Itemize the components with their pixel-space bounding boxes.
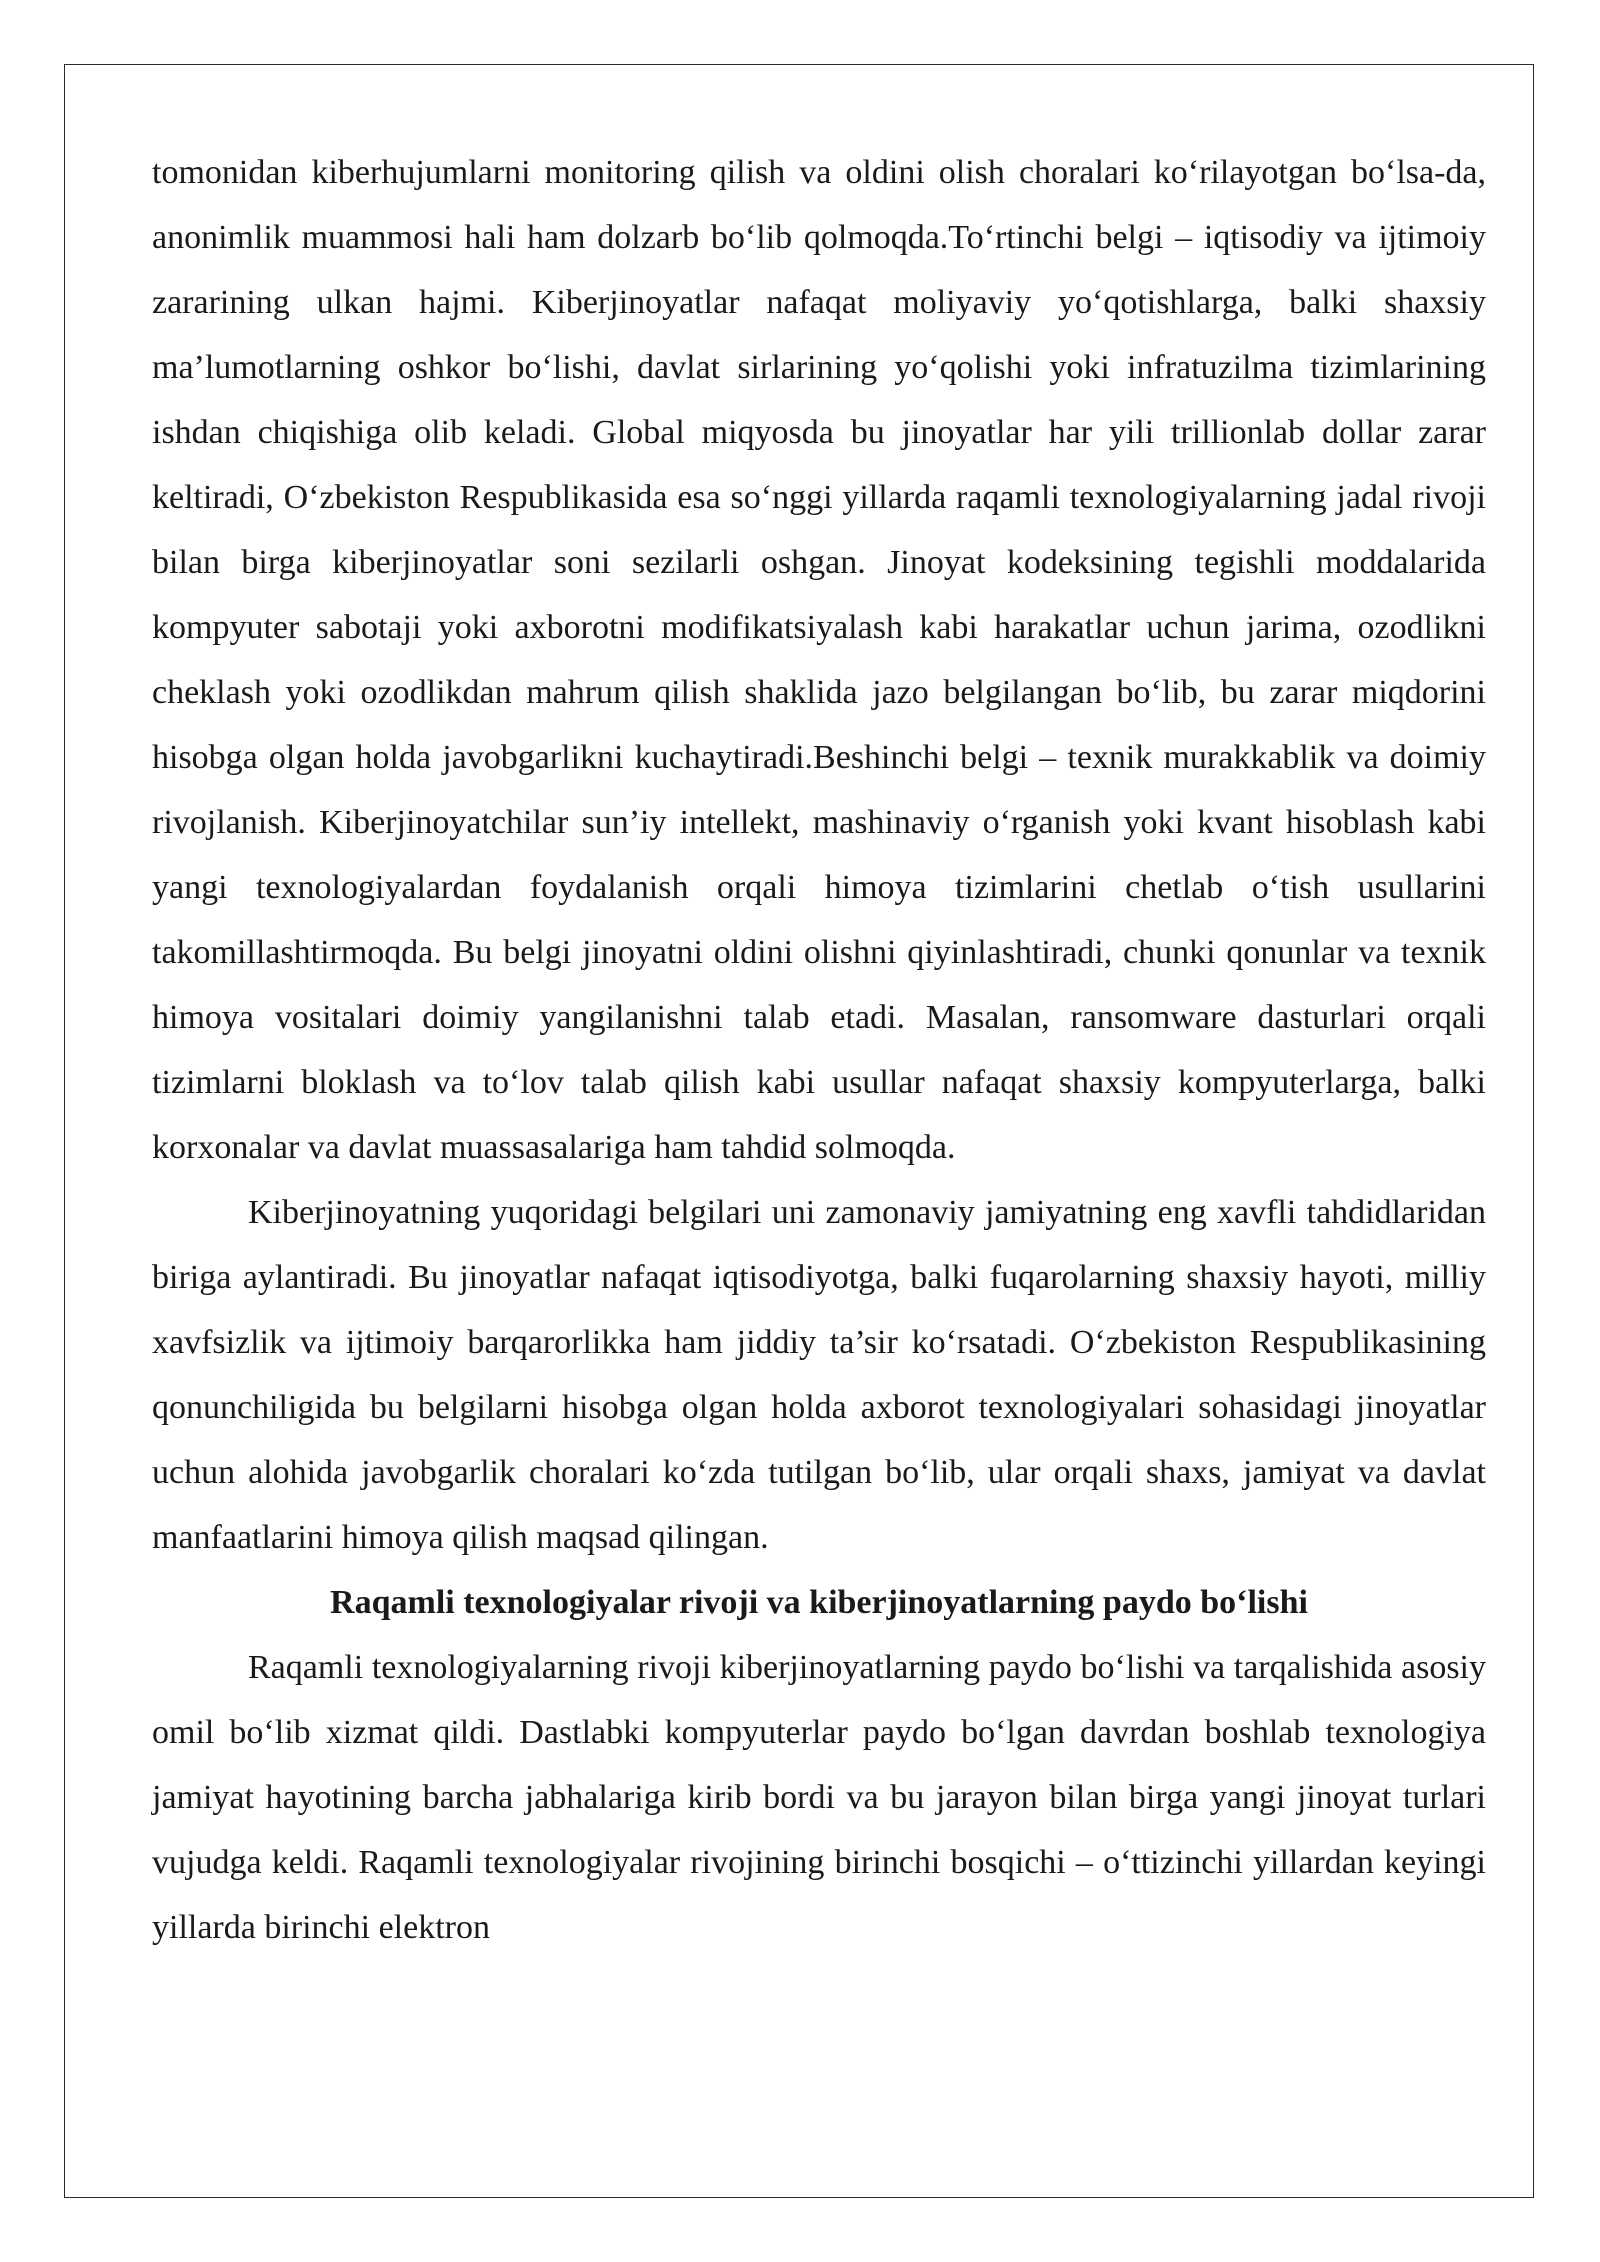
document-body [152,140,1486,1960]
paragraph-continuation: tomonidan kiberhujumlarni monitoring qilish va oldini olish choralari ko‘rilayotgan bo‘lsa-da, anonimlik muammosi hali ham dolzarb bo‘lib qolmoqda.To‘rtinchi belgi – iqtisodiy va ijtimoiy zararining ulkan hajmi. Kiberjinoyatlar nafaqat moliyaviy yo‘qotishlarga, balki shaxsiy ma’lumotlarning oshkor bo‘lishi, davlat sirlarining yo‘qolishi yoki infratuzilma tizimlarining ishdan chiqishiga olib keladi. Global miqyosda bu jinoyatlar har yili trillionlab dollar zarar keltiradi, O‘zbekiston Respublikasida esa so‘nggi yillarda raqamli texnologiyalarning jadal rivoji bilan birga kiberjinoyatlar soni sezilarli oshgan. Jinoyat kodeksining tegishli moddalarida kompyuter sabotaji yoki axborotni modifikatsiyalash kabi harakatlar uchun jarima, ozodlikni cheklash yoki ozodlikdan mahrum qilish shaklida jazo belgilangan bo‘lib, bu zarar miqdorini hisobga olgan holda javobgarlikni kuchaytiradi.Beshinchi belgi – texnik murakkablik va doimiy rivojlanish. Kiberjinoyatchilar sun’iy intellekt, mashinaviy o‘rganish yoki kvant hisoblash kabi yangi texnologiyalardan foydalanish orqali himoya tizimlarini chetlab o‘tish usullarini takomillashtirmoqda. Bu belgi jinoyatni oldini olishni qiyinlashtiradi, chunki qonunlar va texnik himoya vositalari doimiy yangilanishni talab etadi. Masalan, ransomware dasturlari orqali tizimlarni bloklash va to‘lov talab qilish kabi usullar nafaqat shaxsiy kompyuterlarga, balki korxonalar va davlat muassasalariga ham tahdid solmoqda. [152,154,1486,1166]
paragraph-summary: Kiberjinoyatning yuqoridagi belgilari uni zamonaviy jamiyatning eng xavfli tahdidlaridan biriga aylantiradi. Bu jinoyatlar nafaqat iqtisodiyotga, balki fuqarolarning shaxsiy hayoti, milliy xavfsizlik va ijtimoiy barqarorlikka ham jiddiy ta’sir ko‘rsatadi. O‘zbekiston Respublikasining qonunchiligida bu belgilarni hisobga olgan holda axborot texnologiyalari sohasidagi jinoyatlar uchun alohida javobgarlik choralari ko‘zda tutilgan bo‘lib, ular orqali shaxs, jamiyat va davlat manfaatlarini himoya qilish maqsad qilingan. [152,1194,1486,1556]
section-paragraph: Raqamli texnologiyalarning rivoji kiberjinoyatlarning paydo bo‘lishi va tarqalishida asosiy omil bo‘lib xizmat qildi. Dastlabki kompyuterlar paydo bo‘lgan davrdan boshlab texnologiya jamiyat hayotining barcha jabhalariga kirib bordi va bu jarayon bilan birga yangi jinoyat turlari vujudga keldi. Raqamli texnologiyalar rivojining birinchi bosqichi – o‘ttizinchi yillardan keyingi yillarda birinchi elektron [152,1649,1486,1946]
section-heading: Raqamli texnologiyalar rivoji va kiberjinoyatlarning paydo bo‘lishi [330,1584,1308,1621]
